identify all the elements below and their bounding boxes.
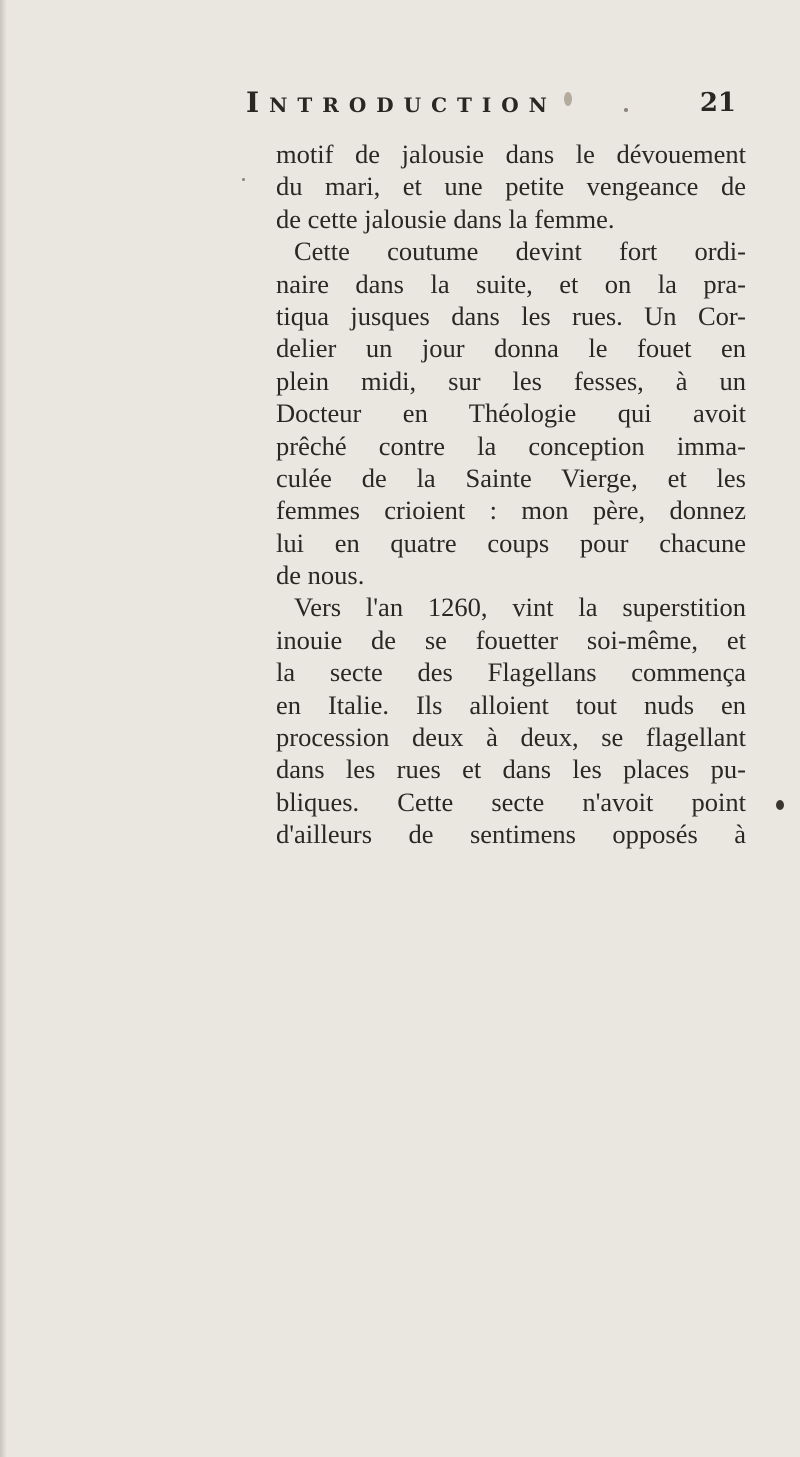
body-text bbox=[276, 138, 746, 851]
text-line: tiqua jusques dans les rues. Un Cor- bbox=[276, 300, 746, 331]
text-line: dans les rues et dans les places pu- bbox=[276, 754, 746, 785]
text-line: inouie de se fouetter soi-même, et bbox=[276, 624, 746, 655]
text-line: lui en quatre coups pour chacune bbox=[276, 527, 746, 558]
text-line: Docteur en Théologie qui avoit bbox=[276, 398, 746, 429]
text-line: de nous. bbox=[276, 560, 365, 591]
text-line: delier un jour donna le fouet en bbox=[276, 333, 746, 364]
text-line: motif de jalousie dans le dévouement bbox=[276, 139, 746, 169]
text-line: du mari, et une petite vengeance de bbox=[276, 171, 746, 202]
text-line: culée de la Sainte Vierge, et les bbox=[276, 462, 746, 493]
text-line: Vers l'an 1260, vint la superstition bbox=[294, 592, 746, 623]
text-line: en Italie. Ils alloient tout nuds en bbox=[276, 689, 746, 720]
ink-speck bbox=[242, 178, 245, 181]
page-number: 21 bbox=[699, 88, 736, 118]
running-head bbox=[246, 86, 736, 122]
text-line: bliques. Cette secte n'avoit point bbox=[276, 786, 746, 817]
text-line: procession deux à deux, se flagellant bbox=[276, 722, 746, 753]
text-line: de cette jalousie dans la femme. bbox=[276, 203, 615, 234]
text-line: d'ailleurs de sentimens opposés à bbox=[276, 819, 746, 850]
text-line: naire dans la suite, et on la pra- bbox=[276, 268, 746, 299]
text-line: Cette coutume devint fort ordi- bbox=[294, 236, 746, 267]
text-line: plein midi, sur les fesses, à un bbox=[276, 365, 746, 396]
text-line: la secte des Flagellans commença bbox=[276, 657, 746, 688]
ink-speck bbox=[624, 108, 628, 112]
ink-speck bbox=[564, 92, 572, 106]
text-line: femmes crioient : mon père, donnez bbox=[276, 495, 746, 526]
running-title: Introduction bbox=[246, 86, 557, 119]
text-line: prêché contre la conception imma- bbox=[276, 430, 746, 461]
ink-speck bbox=[776, 800, 784, 810]
